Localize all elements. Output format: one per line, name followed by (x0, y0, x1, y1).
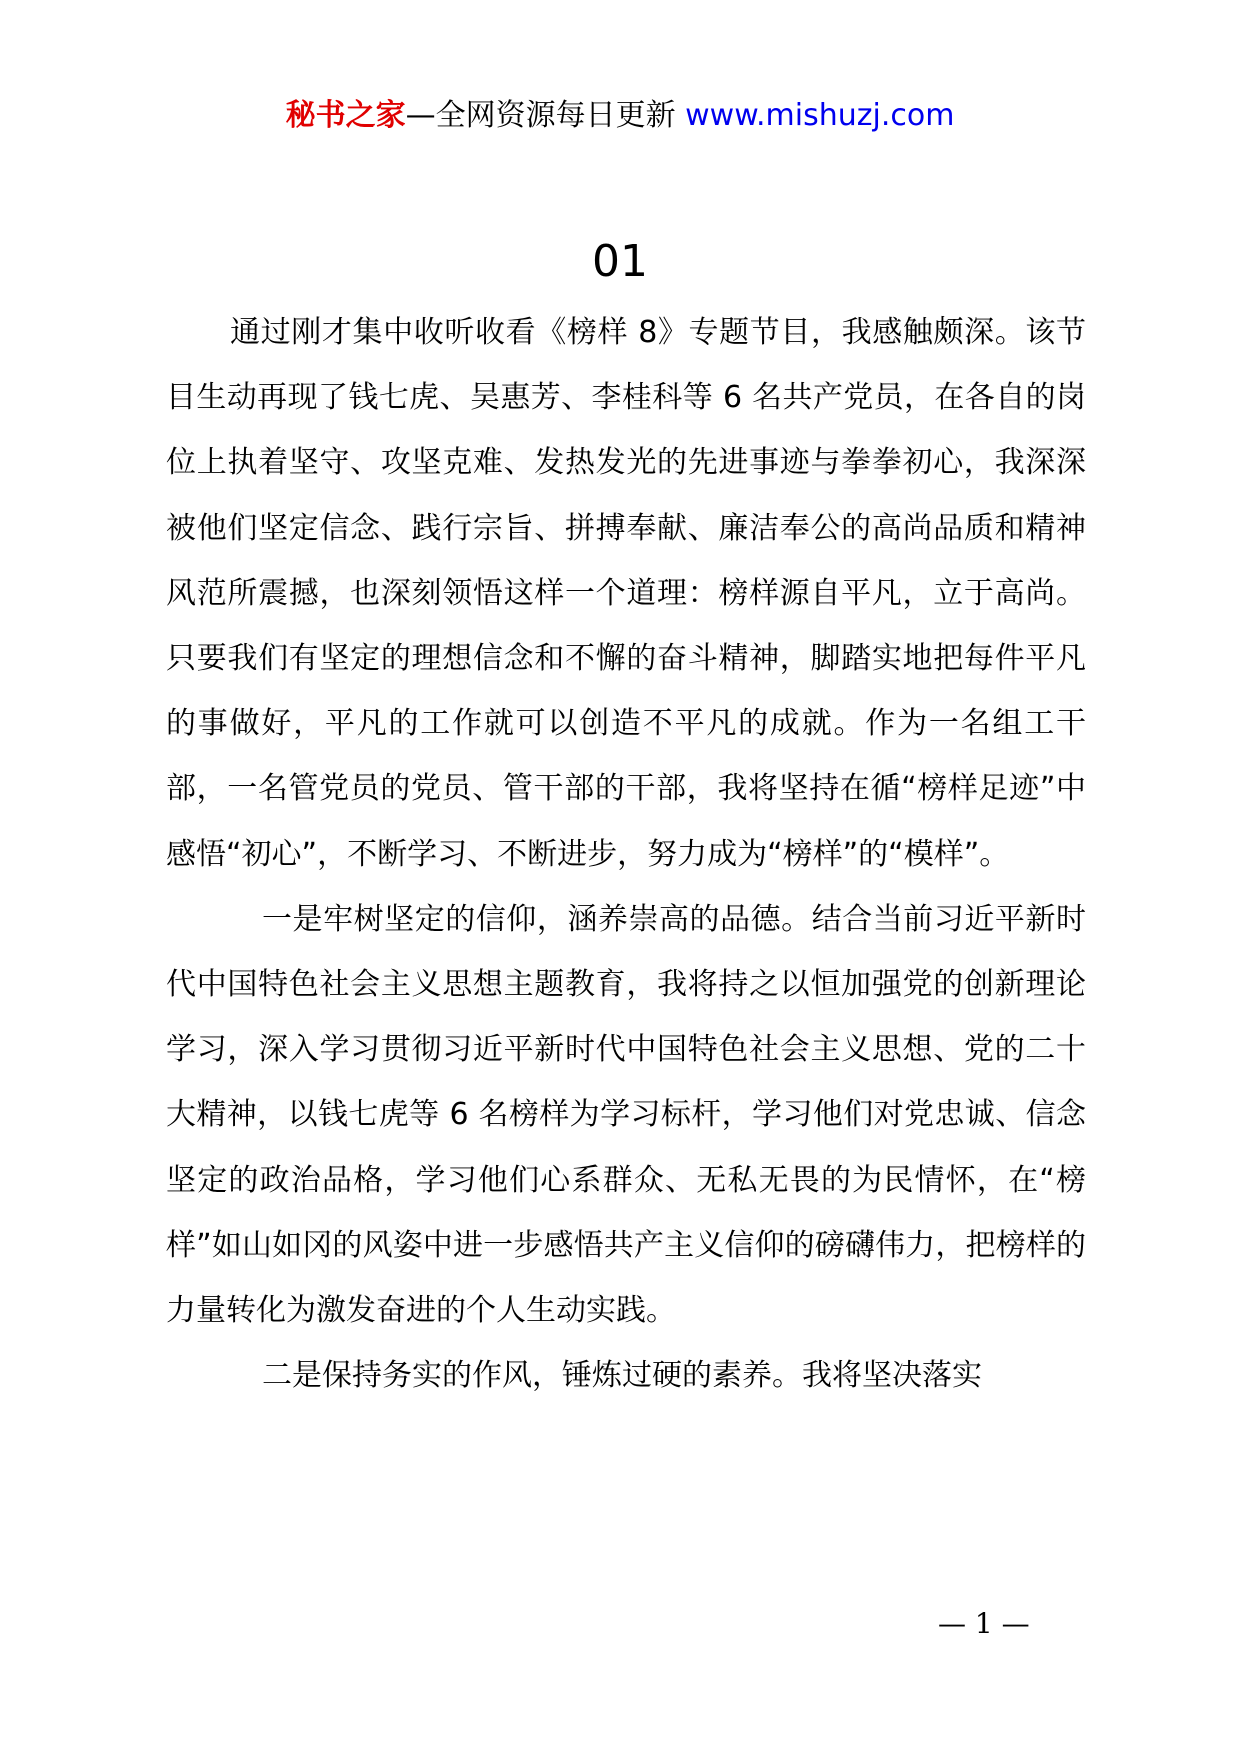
site-header (0, 96, 1240, 136)
brand-name: 秘书之家 (285, 98, 406, 133)
document-body (166, 300, 1086, 1408)
paragraph-point-two: 二是保持务实的作风，锤炼过硬的素养。我将坚决落实 (262, 1358, 982, 1394)
header-tagline: —全网资源每日更新 (405, 98, 676, 133)
document-title: 01 (592, 236, 648, 287)
site-url-link[interactable]: www.mishuzj.com (685, 98, 955, 133)
page-number: — 1 — (938, 1607, 1030, 1640)
paragraph-intro: 通过刚才集中收听收看《榜样 8》专题节目，我感触颇深。该节目生动再现了钱七虎、吴惠芳、李桂科等 6 名共产党员，在各自的岗位上执着坚守、攻坚克难、发热发光的先进事迹与拳拳初心，我深深被他们坚定信念、践行宗旨、拼搏奉献、廉洁奉公的高尚品质和精神风范所震撼，也深刻领悟这样一个道理：榜样源自平凡，立于高尚。只要我们有坚定的理想信念和不懈的奋斗精神，脚踏实地把每件平凡的事做好，平凡的工作就可以创造不平凡的成就。作为一名组工干部，一名管党员的党员、管干部的干部，我将坚持在循“榜样足迹”中感悟“初心”，不断学习、不断进步，努力成为“榜样”的“模样”。 (166, 315, 1086, 872)
paragraph-point-one: 一是牢树坚定的信仰，涵养崇高的品德。结合当前习近平新时代中国特色社会主义思想主题教育，我将持之以恒加强党的创新理论学习，深入学习贯彻习近平新时代中国特色社会主义思想、党的二十大精神，以钱七虎等 6 名榜样为学习标杆，学习他们对党忠诚、信念坚定的政治品格，学习他们心系群众、无私无畏的为民情怀，在“榜样”如山如冈的风姿中进一步感悟共产主义信仰的磅礴伟力，把榜样的力量转化为激发奋进的个人生动实践。 (166, 901, 1086, 1329)
